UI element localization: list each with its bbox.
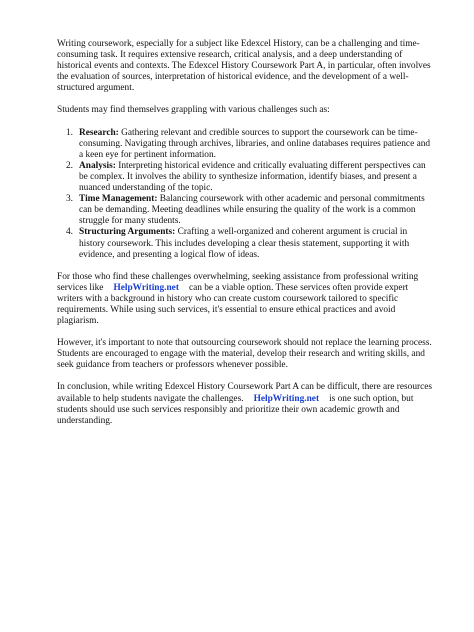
list-item-text: Gathering relevant and credible sources to support the coursework can be time-consuming. Navigating through archives, libraries, and online databases requires patience and a keen eye for pertinent information.: [79, 127, 431, 160]
list-item-title: Research:: [79, 127, 119, 138]
list-item: [57, 227, 433, 260]
list-item-text: Balancing coursework with other academic and personal commitments can be demanding. Meeting deadlines while ensuring the quality of the work is a common struggle for many students.: [79, 194, 425, 227]
helpwriting-link-conclusion[interactable]: HelpWriting.net: [253, 393, 320, 404]
helpwriting-link[interactable]: HelpWriting.net: [113, 282, 179, 293]
list-item-title: Structuring Arguments:: [79, 227, 176, 238]
help-text-after: can be a viable option. These services often provide expert writers with a background in history who can create custom coursework tailored to specific requirements. While using such services, it's essential to ensure ethical practices and avoid plagiarism.: [57, 282, 409, 327]
document-body: [57, 39, 433, 438]
list-item-text: Crafting a well-organized and coherent argument is crucial in history coursework. This includes developing a clear thesis statement, supporting it with evidence, and presenting a logical flow of ideas.: [79, 227, 410, 260]
list-item: [57, 161, 433, 194]
conclusion-text-before: In conclusion, while writing Edexcel History Coursework Part A can be difficult, there are resources available to help students navigate the challenges.: [57, 382, 433, 404]
list-number: 1.: [66, 127, 74, 138]
challenges-list: [57, 128, 433, 261]
list-item-title: Time Management:: [79, 194, 158, 205]
list-number: 2.: [66, 160, 74, 171]
conclusion-text-after: is one such option, but students should use such services responsibly and prioritize their own academic growth and understanding.: [57, 393, 414, 426]
challenges-intro: Students may find themselves grappling with various challenges such as:: [57, 105, 330, 116]
list-item-title: Analysis:: [79, 160, 116, 171]
list-number: 3.: [66, 194, 74, 205]
list-item: [57, 194, 433, 227]
conclusion-paragraph: [57, 382, 433, 426]
intro-paragraph: Writing coursework, especially for a subject like Edexcel History, can be a challenging and time-consuming task. It requires extensive research, critical analysis, and a deep understanding of historical events and contexts. The Edexcel History Coursework Part A, in particular, often involves the evaluation of sources, interpretation of historical evidence, and the development of a well-structured argument.: [57, 39, 431, 94]
however-paragraph: However, it's important to note that outsourcing coursework should not replace the learning process. Students are encouraged to engage with the material, develop their research and writing skills, and seek guidance from teachers or professors whenever possible.: [57, 338, 432, 371]
list-number: 4.: [66, 227, 74, 238]
help-text-before: For those who find these challenges overwhelming, seeking assistance from professional writing services like: [57, 271, 419, 293]
help-paragraph: [57, 272, 433, 327]
list-item-text: Interpreting historical evidence and critically evaluating different perspectives can be complex. It involves the ability to synthesize information, identify biases, and present a nuanced understanding of the topic.: [79, 160, 426, 194]
list-item: [57, 128, 433, 161]
